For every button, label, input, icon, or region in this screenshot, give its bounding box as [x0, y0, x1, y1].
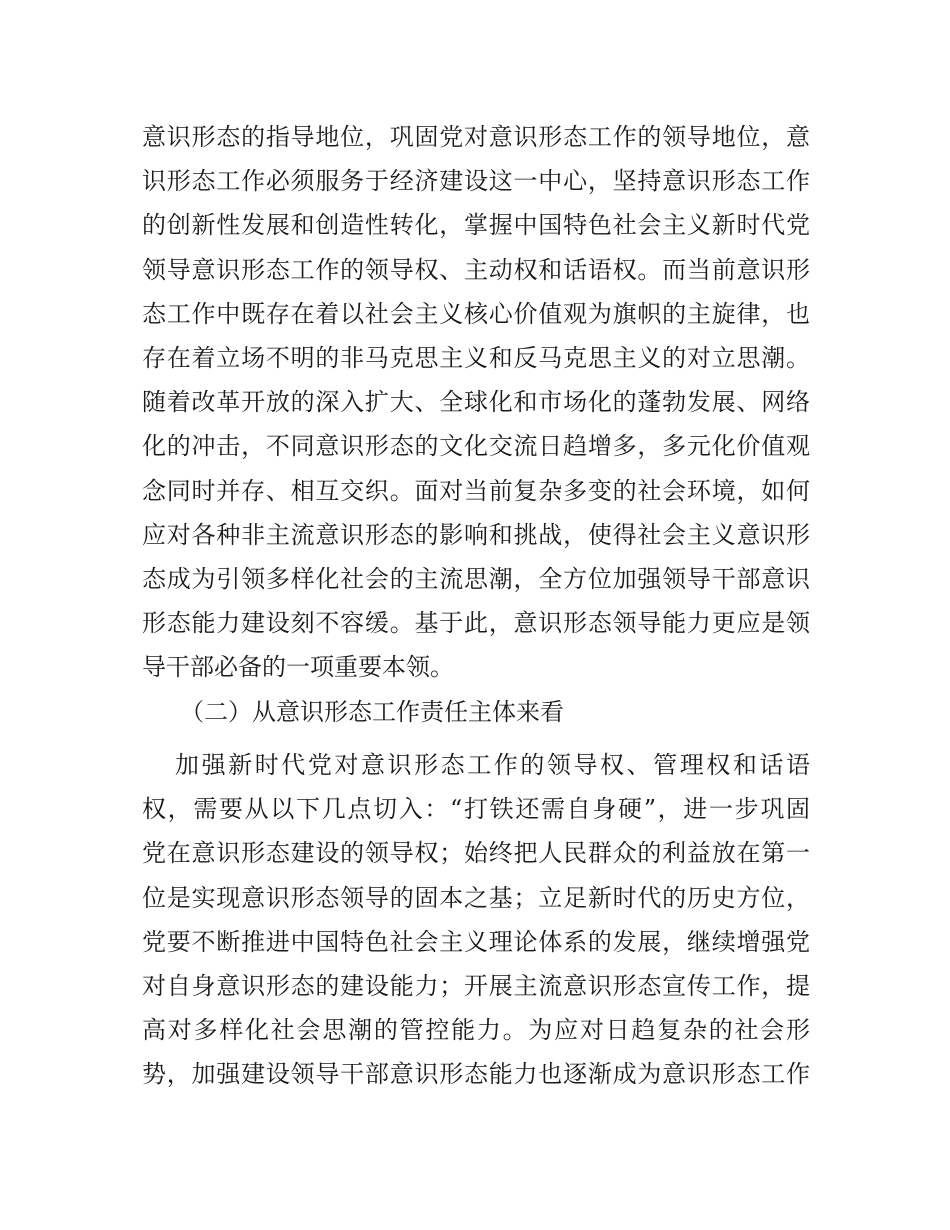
paragraph-line: 对自身意识形态的建设能力；开展主流意识形态宣传工作，提: [142, 971, 810, 1000]
paragraph-line: 态成为引领多样化社会的主流思潮，全方位加强领导干部意识: [142, 564, 810, 593]
paragraph-line: 位是实现意识形态领导的固本之基；立足新时代的历史方位，: [142, 883, 810, 912]
paragraph-line: 党在意识形态建设的领导权；始终把人民群众的利益放在第一: [142, 839, 810, 868]
paragraph-line: 加强新时代党对意识形态工作的领导权、管理权和话语: [175, 751, 810, 779]
paragraph-line: 应对各种非主流意识形态的影响和挑战，使得社会主义意识形: [142, 520, 810, 549]
paragraph-line: 党要不断推进中国特色社会主义理论体系的发展，继续增强党: [142, 927, 810, 956]
paragraph-line: 的创新性发展和创造性转化，掌握中国特色社会主义新时代党: [142, 211, 810, 240]
section-heading: （二）从意识形态工作责任主体来看: [180, 698, 564, 726]
paragraph-line: 识形态工作必须服务于经济建设这一中心，坚持意识形态工作: [142, 167, 810, 196]
paragraph-responsibility-subject: [142, 743, 810, 1097]
paragraph-line: 化的冲击，不同意识形态的文化交流日趋增多，多元化价值观: [142, 432, 810, 461]
paragraph-line: 权，需要从以下几点切入：“打铁还需自身硬”，进一步巩固: [142, 795, 810, 824]
paragraph-line: 导干部必备的一项重要本领。: [142, 653, 454, 682]
paragraph-line: 高对多样化社会思潮的管控能力。为应对日趋复杂的社会形: [142, 1016, 810, 1045]
paragraph-line: 势，加强建设领导干部意识形态能力也逐渐成为意识形态工作: [142, 1060, 810, 1089]
paragraph-line: 态工作中既存在着以社会主义核心价值观为旗帜的主旋律，也: [142, 299, 810, 328]
paragraph-line: 形态能力建设刻不容缓。基于此，意识形态领导能力更应是领: [142, 609, 810, 638]
paragraph-ideology-guidance: [142, 115, 810, 689]
paragraph-line: 意识形态的指导地位，巩固党对意识形态工作的领导地位，意: [142, 123, 810, 151]
paragraph-line: 随着改革开放的深入扩大、全球化和市场化的蓬勃发展、网络: [142, 388, 810, 417]
paragraph-line: 领导意识形态工作的领导权、主动权和话语权。而当前意识形: [142, 255, 810, 284]
paragraph-line: 存在着立场不明的非马克思主义和反马克思主义的对立思潮。: [142, 343, 810, 372]
paragraph-line: 念同时并存、相互交织。面对当前复杂多变的社会环境，如何: [142, 476, 810, 505]
